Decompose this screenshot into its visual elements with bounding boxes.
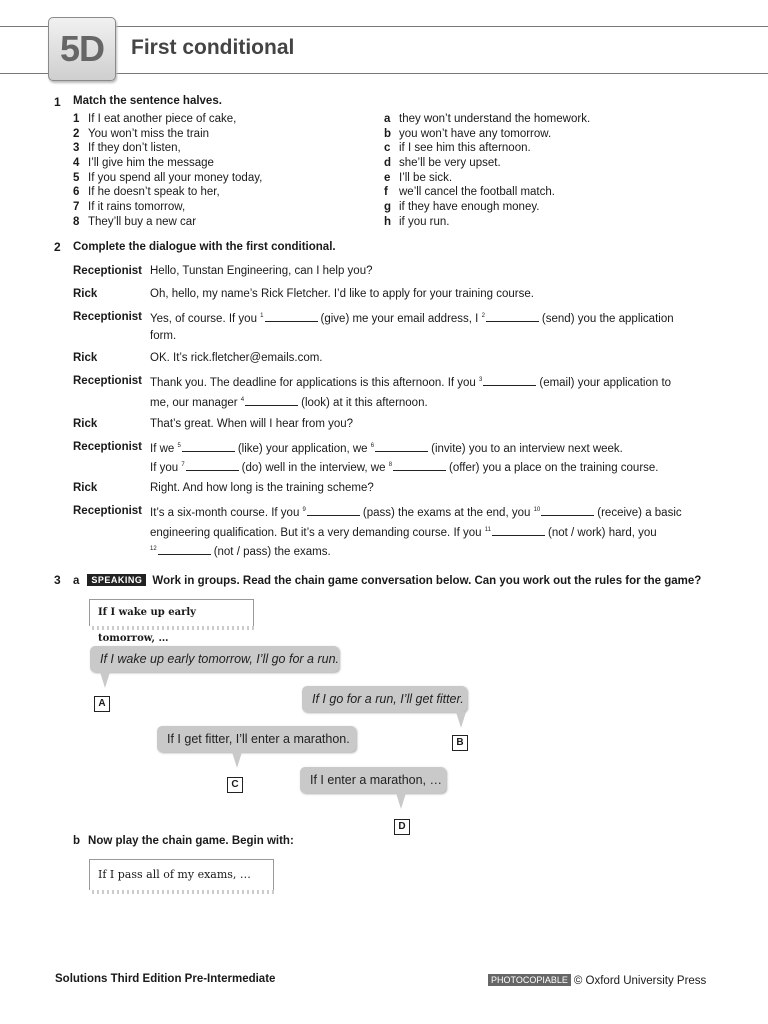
right-item-c: c if I see him this afternoon. [384, 142, 531, 154]
unit-badge: 5D [48, 17, 116, 81]
starter-card-a: If I wake up early tomorrow, … [89, 599, 254, 628]
left-item-3: 3 If they don’t listen, [73, 142, 181, 154]
exercise-1-number: 1 [54, 95, 61, 109]
exercise-2-instruction: Complete the dialogue with the first conditional. [73, 241, 336, 253]
left-item-7: 7 If it rains tomorrow, [73, 201, 186, 213]
left-item-2: 2 You won’t miss the train [73, 128, 210, 140]
page-title: First conditional [131, 36, 295, 59]
gap-7[interactable] [186, 460, 239, 471]
dialogue-line-9: It’s a six-month course. If you $^9$ (pass) the exams at the end, you $^{10}$ (receive) a basic [150, 507, 682, 519]
dialogue-line-9-end: $^{12}$ (not / pass) the exams. [150, 546, 331, 558]
speaker-rick: Rick [73, 352, 98, 364]
gap-3[interactable] [483, 375, 536, 386]
label-b: B [452, 735, 468, 751]
chat-bubble-c: If I get fitter, I’ll enter a marathon. [157, 726, 356, 752]
label-c: C [227, 777, 243, 793]
exercise-2-number: 2 [54, 240, 61, 254]
bubble-b-tail [456, 712, 466, 728]
exercise-1-instruction: Match the sentence halves. [73, 95, 222, 107]
dialogue-line-4: OK. It’s rick.fletcher@emails.com. [150, 352, 323, 364]
left-item-4: 4 I’ll give him the message [73, 157, 214, 169]
photocopiable-badge: PHOTOCOPIABLE [488, 974, 571, 986]
gap-1[interactable] [265, 311, 318, 322]
starter-card-b: If I pass all of my exams, … [89, 859, 274, 892]
right-item-g: g if they have enough money. [384, 201, 540, 213]
speaker-rick: Rick [73, 482, 98, 494]
dialogue-line-8: Right. And how long is the training scheme? [150, 482, 374, 494]
right-item-d: d she’ll be very upset. [384, 157, 501, 169]
right-item-a: a they won’t understand the homework. [384, 113, 591, 125]
gap-8[interactable] [393, 460, 446, 471]
dialogue-line-7-cont: If you $^7$ (do) well in the interview, we $^8$ (offer) you a place on the training course. [150, 462, 659, 474]
footer-publisher: PHOTOCOPIABLE © Oxford University Press [488, 974, 706, 987]
dialogue-line-2: Oh, hello, my name’s Rick Fletcher. I’d like to apply for your training course. [150, 288, 534, 300]
bubble-a-tail [100, 672, 110, 688]
gap-11[interactable] [492, 525, 545, 536]
dialogue-line-9-cont: engineering qualification. But it’s a very demanding course. If you $^{11}$ (not / work) hard, you [150, 527, 657, 539]
bubble-d-tail [396, 793, 406, 809]
speaker-rick: Rick [73, 418, 98, 430]
dialogue-line-6: That’s great. When will I hear from you? [150, 418, 354, 430]
label-a: A [94, 696, 110, 712]
left-item-6: 6 If he doesn’t speak to her, [73, 186, 220, 198]
speaker-receptionist: Receptionist [73, 311, 143, 323]
speaker-receptionist: Receptionist [73, 265, 143, 277]
chat-bubble-d: If I enter a marathon, … [300, 767, 446, 793]
gap-10[interactable] [541, 505, 594, 516]
bubble-c-tail [232, 752, 242, 768]
gap-4[interactable] [245, 395, 298, 406]
speaker-rick: Rick [73, 288, 98, 300]
exercise-3a-instruction: a SPEAKING Work in groups. Read the chain game conversation below. Can you work out the rules for the game? [73, 575, 702, 587]
chat-bubble-b: If I go for a run, I’ll get fitter. [302, 686, 467, 712]
dialogue-line-5: Thank you. The deadline for applications is this afternoon. If you $^3$ (email) your application to [150, 377, 672, 389]
left-item-8: 8 They’ll buy a new car [73, 216, 197, 228]
dialogue-line-1: Hello, Tunstan Engineering, can I help you? [150, 265, 373, 277]
speaker-receptionist: Receptionist [73, 505, 143, 517]
right-item-e: e I’ll be sick. [384, 172, 453, 184]
speaker-receptionist: Receptionist [73, 441, 143, 453]
gap-2[interactable] [486, 311, 539, 322]
speaker-receptionist: Receptionist [73, 375, 143, 387]
left-item-1: 1 If I eat another piece of cake, [73, 113, 237, 125]
dialogue-line-5-cont: me, our manager $^4$ (look) at it this afternoon. [150, 397, 428, 409]
exercise-3b-instruction: b Now play the chain game. Begin with: [73, 835, 294, 847]
right-item-b: b you won’t have any tomorrow. [384, 128, 552, 140]
speaking-badge: SPEAKING [87, 574, 146, 586]
book-title: Solutions Third Edition Pre-Intermediate [55, 973, 276, 985]
right-item-f: f we’ll cancel the football match. [384, 186, 555, 198]
dialogue-line-3: Yes, of course. If you $^1$ (give) me your email address, I $^2$ (send) you the application [150, 313, 674, 325]
gap-6[interactable] [375, 441, 428, 452]
gap-9[interactable] [307, 505, 360, 516]
right-item-h: h if you run. [384, 216, 450, 228]
dialogue-line-3-cont: form. [150, 330, 177, 342]
label-d: D [394, 819, 410, 835]
chat-bubble-a: If I wake up early tomorrow, I’ll go for a run. [90, 646, 339, 672]
gap-12[interactable] [158, 544, 211, 555]
left-item-5: 5 If you spend all your money today, [73, 172, 263, 184]
gap-5[interactable] [182, 441, 235, 452]
exercise-3-number: 3 [54, 573, 61, 587]
dialogue-line-7: If we $^5$ (like) your application, we $^6$ (invite) you to an interview next week. [150, 443, 623, 455]
